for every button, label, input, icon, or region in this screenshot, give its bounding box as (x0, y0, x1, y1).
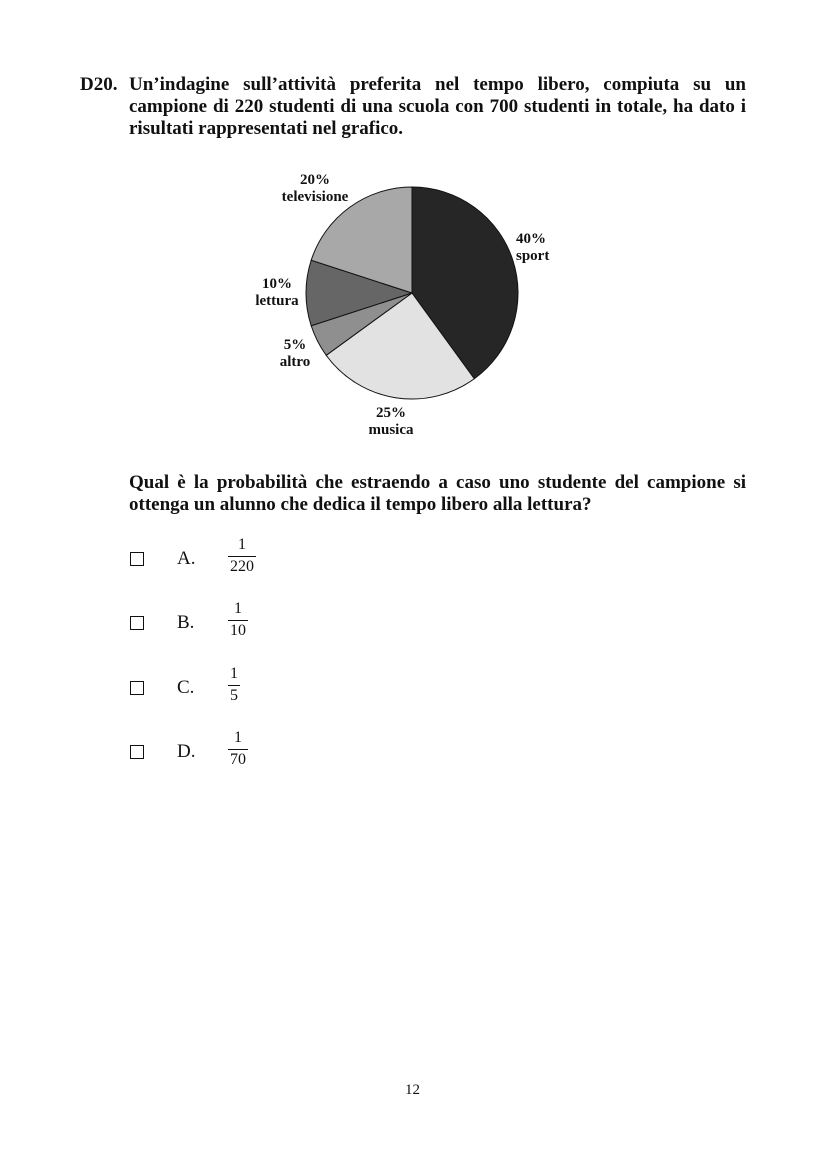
pie-label-percent-reading: 10% (262, 276, 292, 292)
pie-label-name-sport: sport (516, 248, 550, 264)
fraction-bar (228, 685, 240, 686)
pie-label-name-music: musica (368, 422, 414, 438)
fraction-numerator: 1 (230, 665, 238, 682)
fraction-numerator: 1 (234, 729, 242, 746)
pie-label-name-television: televisione (281, 189, 349, 205)
answer-option-d[interactable] (130, 729, 330, 781)
fraction-numerator: 1 (234, 600, 242, 617)
fraction-denominator: 70 (230, 751, 246, 768)
checkbox[interactable] (130, 681, 144, 695)
option-fraction (228, 665, 240, 705)
question-number: D20. (80, 74, 118, 95)
option-fraction (228, 536, 256, 576)
option-fraction (228, 729, 248, 769)
pie-chart (240, 165, 580, 445)
fraction-bar (228, 749, 248, 750)
option-fraction (228, 600, 248, 640)
page-number: 12 (405, 1082, 420, 1098)
answer-option-a[interactable] (130, 536, 330, 588)
fraction-bar (228, 620, 248, 621)
option-letter: D. (177, 741, 196, 762)
question-intro: Un’indagine sull’attività preferita nel tempo libero, compiuta su un campione di 220 studenti di una scuola con 700 studenti in totale, ha dato i risultati rappresentati nel grafico. (129, 74, 746, 139)
question-prompt: Qual è la probabilità che estraendo a caso uno studente del campione si ottenga un alunno che dedica il tempo libero alla lettura? (129, 472, 746, 515)
option-letter: A. (177, 548, 196, 569)
fraction-denominator: 5 (230, 687, 238, 704)
pie-label-percent-television: 20% (300, 172, 330, 188)
checkbox[interactable] (130, 552, 144, 566)
pie-label-percent-sport: 40% (516, 231, 546, 247)
fraction-denominator: 220 (230, 558, 254, 575)
checkbox[interactable] (130, 616, 144, 630)
fraction-numerator: 1 (238, 536, 246, 553)
answer-option-b[interactable] (130, 600, 330, 652)
answer-option-c[interactable] (130, 665, 330, 717)
pie-label-name-other: altro (279, 354, 311, 370)
fraction-denominator: 10 (230, 622, 246, 639)
fraction-bar (228, 556, 256, 557)
option-letter: B. (177, 612, 195, 633)
pie-label-percent-other: 5% (283, 337, 307, 353)
checkbox[interactable] (130, 745, 144, 759)
pie-label-percent-music: 25% (376, 405, 406, 421)
option-letter: C. (177, 677, 195, 698)
pie-label-name-reading: lettura (255, 293, 299, 309)
